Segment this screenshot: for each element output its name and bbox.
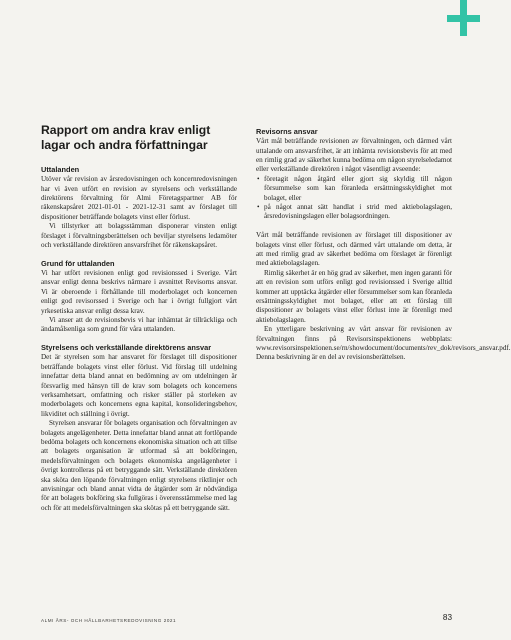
section-heading-styrelsens-ansvar: Styrelsens och verkställande direktörens ansvar [41,343,212,353]
section-heading-uttalanden: Uttalanden [41,165,80,174]
left-column [41,123,237,522]
revisorns-paragraph-2: Vårt mål beträffande revisionen av förslaget till dispositioner av bolagets vinst eller förlust, och därmed vårt uttalande om detta, är att med rimlig grad av säkerhet bedöma om förslaget är förenligt med aktiebolagslagen. [256,231,452,268]
section-grund [41,259,237,335]
styrelsens-paragraph-2: Styrelsen ansvarar för bolagets organisation och förvaltningen av bolagets angelägenheter. Detta innefattar bland annat att fortlöpande bedöma bolagets och koncernens ekonomiska situation och att tillse att bolagets organisation är utformad så att bokföringen, medelsförvaltningen och bolagets ekonomiska angelägenheter i övrigt kontrolleras på ett betryggande sätt. Verkställande direktören ska sköta den löpande förvaltningen enligt styrelsens riktlinjer och anvisningar och bland annat vidta de åtgärder som är nödvändiga för att bolagets bokföring ska fullgöras i överensstämmelse med lag och för att medelsförvaltningen ska skötas på ett betryggande sätt. [41,419,237,512]
corner-mark-horizontal-bar [447,15,480,22]
section-heading-grund: Grund för uttalanden [41,258,115,268]
uttalanden-paragraph-1: Utöver vår revision av årsredovisningen och koncernredovisningen har vi även utfört en revision av styrelsens och verkställande direktörens förvaltning för Almi Företagspartner AB för räkenskapsåret 2021-01-01 - 2021-12-31 samt av förslaget till dispositioner beträffande bolagets vinst eller förlust. [41,175,237,221]
bullet-item: • på något annat sätt handlat i strid med aktiebolagslagen, årsredovisningslagen eller bolagsordningen. [256,203,452,222]
section-heading-revisorns-ansvar: Revisorns ansvar [256,127,318,136]
page-number: 83 [442,613,452,622]
bullet-item: • företagit någon åtgärd eller gjort sig skyldig till någon försummelse som kan föranleda ersättningsskyldighet mot bolaget, eller [256,175,452,203]
uttalanden-paragraph-2: Vi tillstyrker att bolagsstämman disponerar vinsten enligt förslaget i förvaltningsberättelsen och beviljar styrelsens ledamöter och verkställande direktören ansvarsfrihet för räkenskapsåret. [41,222,237,249]
corner-plus-mark [444,0,480,36]
page-title: Rapport om andra krav enligt lagar och andra författningar [41,123,211,152]
revisorns-bullet-list [256,175,452,222]
grund-paragraph-1: Vi har utfört revisionen enligt god revisionssed i Sverige. Vårt ansvar enligt denna beskrivs närmare i avsnittet Revisorns ansvar. Vi är oberoende i förhållande till moderbolaget och koncernen enligt god revisorssed i Sverige och har i övrigt fullgjort vårt yrkesetiska ansvar enligt dessa krav. [41,268,237,315]
revisorns-paragraph-3: Rimlig säkerhet är en hög grad av säkerhet, men ingen garanti för att en revision som utförs enligt god revisionssed i Sverige alltid kommer att upptäcka åtgärder eller försummelser som kan föranleda ersättningsskyldighet mot bolaget, eller att ett förslag till dispositioner av bolagets vinst eller förlust inte är förenligt med aktiebolagslagen. [256,268,452,324]
section-styrelsens-ansvar [41,343,237,513]
revisorns-paragraph-4: En ytterligare beskrivning av vårt ansvar för revisionen av förvaltningen finns på Revisorsinspektionens webbplats: www.revisorsinspektionen.se/rn/showdocument/documents/rev_dok/revisors_ansvar.pdf. Denna beskrivning är en del av revisionsberättelsen. [256,325,511,362]
grund-paragraph-2: Vi anser att de revisionsbevis vi har inhämtat är tillräckliga och ändamålsenliga som grund för våra uttalanden. [41,315,237,334]
footer-publication-title: ALMI ÅRS- OCH HÅLLBARHETSREDOVISNING 2021 [41,618,177,623]
styrelsens-paragraph-1: Det är styrelsen som har ansvaret för förslaget till dispositioner beträffande bolagets vinst eller förlust. Vid förslag till utdelning innefattar detta bland annat en bedömning av om utdelningen är försvarlig med hänsyn till de krav som bolagets och koncernens verksamhetsart, omfattning och risker ställer på storleken av moderbolagets och koncernens egna kapital, konsolideringsbehov, likviditet och ställning i övrigt. [41,353,237,418]
revisorns-paragraph-1: Vårt mål beträffande revisionen av förvaltningen, och därmed vårt uttalande om ansvarsfrihet, är att inhämta revisionsbevis för att med en rimlig grad av säkerhet kunna bedöma om någon styrelseledamot eller verkställande direktören i något väsentligt avseende: [256,137,452,174]
paragraph-gap [256,222,452,231]
right-column [256,127,511,363]
section-uttalanden [41,165,237,250]
